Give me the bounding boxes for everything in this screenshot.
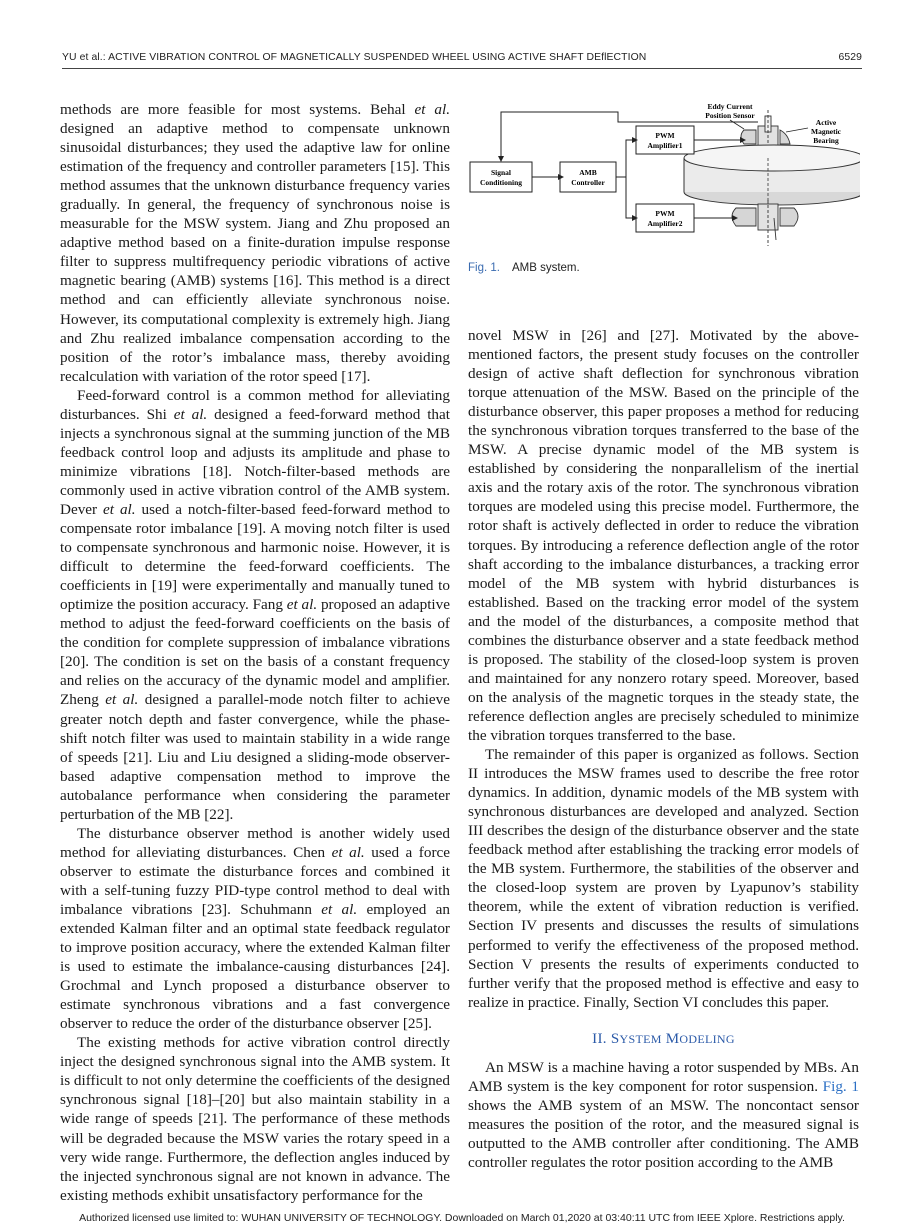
right-column xyxy=(468,326,859,1172)
figure-amb-system xyxy=(468,96,860,262)
flywheel-disk-icon xyxy=(684,145,860,206)
pwm-amplifier1-label: Amplifier1 xyxy=(647,141,683,150)
pwm-amplifier1-label: PWM xyxy=(655,131,675,140)
pwm-amplifier2-label: Amplifier2 xyxy=(647,219,683,228)
running-title: YU et al.: ACTIVE VIBRATION CONTROL OF MAGNETICALLY SUSPENDED WHEEL USING ACTIVE SHAFT DEflECTION xyxy=(62,52,647,63)
label-magnetic: Magnetic xyxy=(811,127,841,136)
amb-controller-label: Controller xyxy=(571,178,605,187)
figure-reference-link[interactable]: Fig. 1 xyxy=(822,1077,859,1095)
pwm-amplifier2-label: PWM xyxy=(655,209,675,218)
figure-caption xyxy=(468,262,580,274)
signal-conditioning-label: Signal xyxy=(490,168,512,177)
page-number: 6529 xyxy=(838,52,862,63)
header-rule xyxy=(62,68,862,69)
paragraph: An MSW is a machine having a rotor suspended by MBs. An AMB system is the key component for rotor suspension. Fig. 1 shows the AMB system of an MSW. The noncontact sensor measures the position of the rotor, and the measured signal is outputted to the AMB controller after conditioning. The AMB controller regulates the rotor position according to the AMB xyxy=(468,1058,859,1171)
pointer-line xyxy=(786,128,808,132)
amb-controller-label: AMB xyxy=(579,168,597,177)
amb-controller-block xyxy=(560,162,616,192)
paragraph: The existing methods for active vibration control directly inject the designed synchronous signal into the AMB system. It is difficult to not only determine the coefficients of the designed synchronous signal [18]–[20] but also maintain stability in a wide range of speeds [21]. The performance of these methods will be degraded because the MSW varies the rotary speed in a very wide range. Furthermore, the deflection angles induced by the injected synchronous signal are not known in advance. The existing methods exhibit unsatisfactory performance for the xyxy=(60,1034,450,1204)
label-bearing: Bearing xyxy=(813,136,839,145)
label-position-sensor: Position Sensor xyxy=(705,111,755,120)
running-header xyxy=(62,48,862,68)
paragraph: Feed-forward control is a common method for alleviating disturbances. Shi et al. designed a feed-forward method that injects a synchronous signal at the summing junction of the MB feedback control loop and adjusts its amplitude and phase to minimize vibrations [18]. Notch-filter-based methods are commonly used in active vibration control of the AMB system. Dever et al. used a notch-filter-based feed-forward method to compensate rotor imbalance [19]. A moving notch filter is used to compensate synchronous and harmonic noise. However, it is difficult to determine the feed-forward coefficients. The coefficients in [19] were experimentally and manually tuned to optimize the position accuracy. Fang et al. proposed an adaptive method to adjust the feed-forward coefficients on the basis of the condition for complete suppression of imbalance vibrations [20]. The condition is set on the basis of a constant frequency and relies on the accuracy of the dynamic model and amplifier. Zheng et al. designed a parallel-mode notch filter to achieve greater notch depth and faster convergence, while the phase-shift notch filter was used to maintain stability in a wide range of speeds [21]. Liu and Liu designed a sliding-mode observer-based adaptive compensation method to improve the autobalance performance when considering the parameter perturbation of the MB [22]. xyxy=(60,386,451,823)
paragraph: The disturbance observer method is another widely used method for alleviating disturbances. Chen et al. used a force observer to estimate the disturbance forces and combined it with a self-tuning fuzzy PID-type control method to deal with imbalance vibrations [23]. Schuhmann et al. employed an extended Kalman filter and an optimal state feedback regulator to improve position accuracy, where the extended Kalman filter is used to estimate the imbalance-causing disturbances [24]. Grochmal and Lynch proposed a disturbance observer to estimate synchronous vibrations and a fast convergence observer to reduce the order of the disturbance observer [25]. xyxy=(60,824,450,1033)
pointer-line xyxy=(730,120,744,129)
signal-conditioning-label: Conditioning xyxy=(479,178,523,187)
section-heading: II. SYSTEM MODELING xyxy=(592,1030,735,1047)
lower-bearing-icon xyxy=(732,200,798,246)
signal-conditioning-block xyxy=(470,162,532,192)
paragraph: novel MSW in [26] and [27]. Motivated by the above-mentioned factors, the present study focuses on the controller design of active shaft deflection for synchronous vibration torque attenuation of the MSW. Based on the principle of the disturbance observer, this paper proposes a method for reducing the synchronous vibration torques transferred to the base of the MSW. A precise dynamic model of the MB system is established by considering the nonparallelism of the inertial axis and the rotary axis of the rotor. The synchronous vibration torques are modeled using this precise model. Furthermore, the rotor shaft is actively deflected in order to reduce the vibration torques. By introducing a reference deflection angle of the rotor shaft according to the imbalance disturbances, a tracking error model of the MB system with hybrid disturbances is established. Based on the tracking error model of the system and the model of the disturbances, a composite method that combines the disturbance observer and a state feedback method is proposed. The stability of the closed-loop system is proven and maintained for any nonzero rotary speed. Moreover, based on the analysis of the magnetic torques in the steady state, the reference deflection angles are precisely scheduled to minimize the vibration torques transferred to the base. xyxy=(468,327,859,744)
figure-caption-text: AMB system. xyxy=(511,262,580,274)
label-eddy-current: Eddy Current xyxy=(707,102,753,111)
amb-system-diagram xyxy=(468,96,860,262)
left-column xyxy=(60,100,450,1205)
label-active: Active xyxy=(815,118,837,127)
download-notice: Authorized licensed use limited to: WUHAN UNIVERSITY OF TECHNOLOGY. Downloaded on March 01,2020 at 03:40:11 UTC from IEEE Xplore. Restrictions apply. xyxy=(79,1212,845,1224)
paragraph: methods are more feasible for most systems. Behal et al. designed an adaptive method to compensate unknown sinusoidal disturbances; they used the adaptive law for online estimation of the frequency and controller parameters [15]. This method assumes that the unknown disturbance frequency varies gradually. In general, the frequency of synchronous noise is measurable for the MSW system. Jiang and Zhu proposed an adaptive method based on a finite-duration impulse response filter to suppress multifrequency periodic vibrations of active magnetic bearing (AMB) systems [16]. This method is a direct method and can efficiently alleviate synchronous noise. However, its computational complexity is extremely high. Jiang and Zhu realized imbalance compensation according to the position of the rotor’s imbalance mass, thereby avoiding recalculation with variation of the rotor speed [17]. xyxy=(60,101,450,385)
figure-number: Fig. 1. xyxy=(468,262,500,274)
paragraph: The remainder of this paper is organized as follows. Section II introduces the MSW frames used to describe the free rotor dynamics. In addition, dynamic models of the MB system with synchronous disturbances are developed and analyzed. Section III describes the design of the disturbance observer and the state feedback method after establishing the tracking error models of the MB system. Furthermore, the stabilities of the observer and the closed-loop system are proven by Lyapunov’s stability theorem, while the extent of vibration reduction is verified. Section IV presents and discusses the results of simulations performed to verify the effectiveness of the proposed method. Section V presents the results of experiments conducted to further verify that the proposed method is effective and easy to realize in practice. Finally, Section VI concludes this paper. xyxy=(468,746,859,1011)
